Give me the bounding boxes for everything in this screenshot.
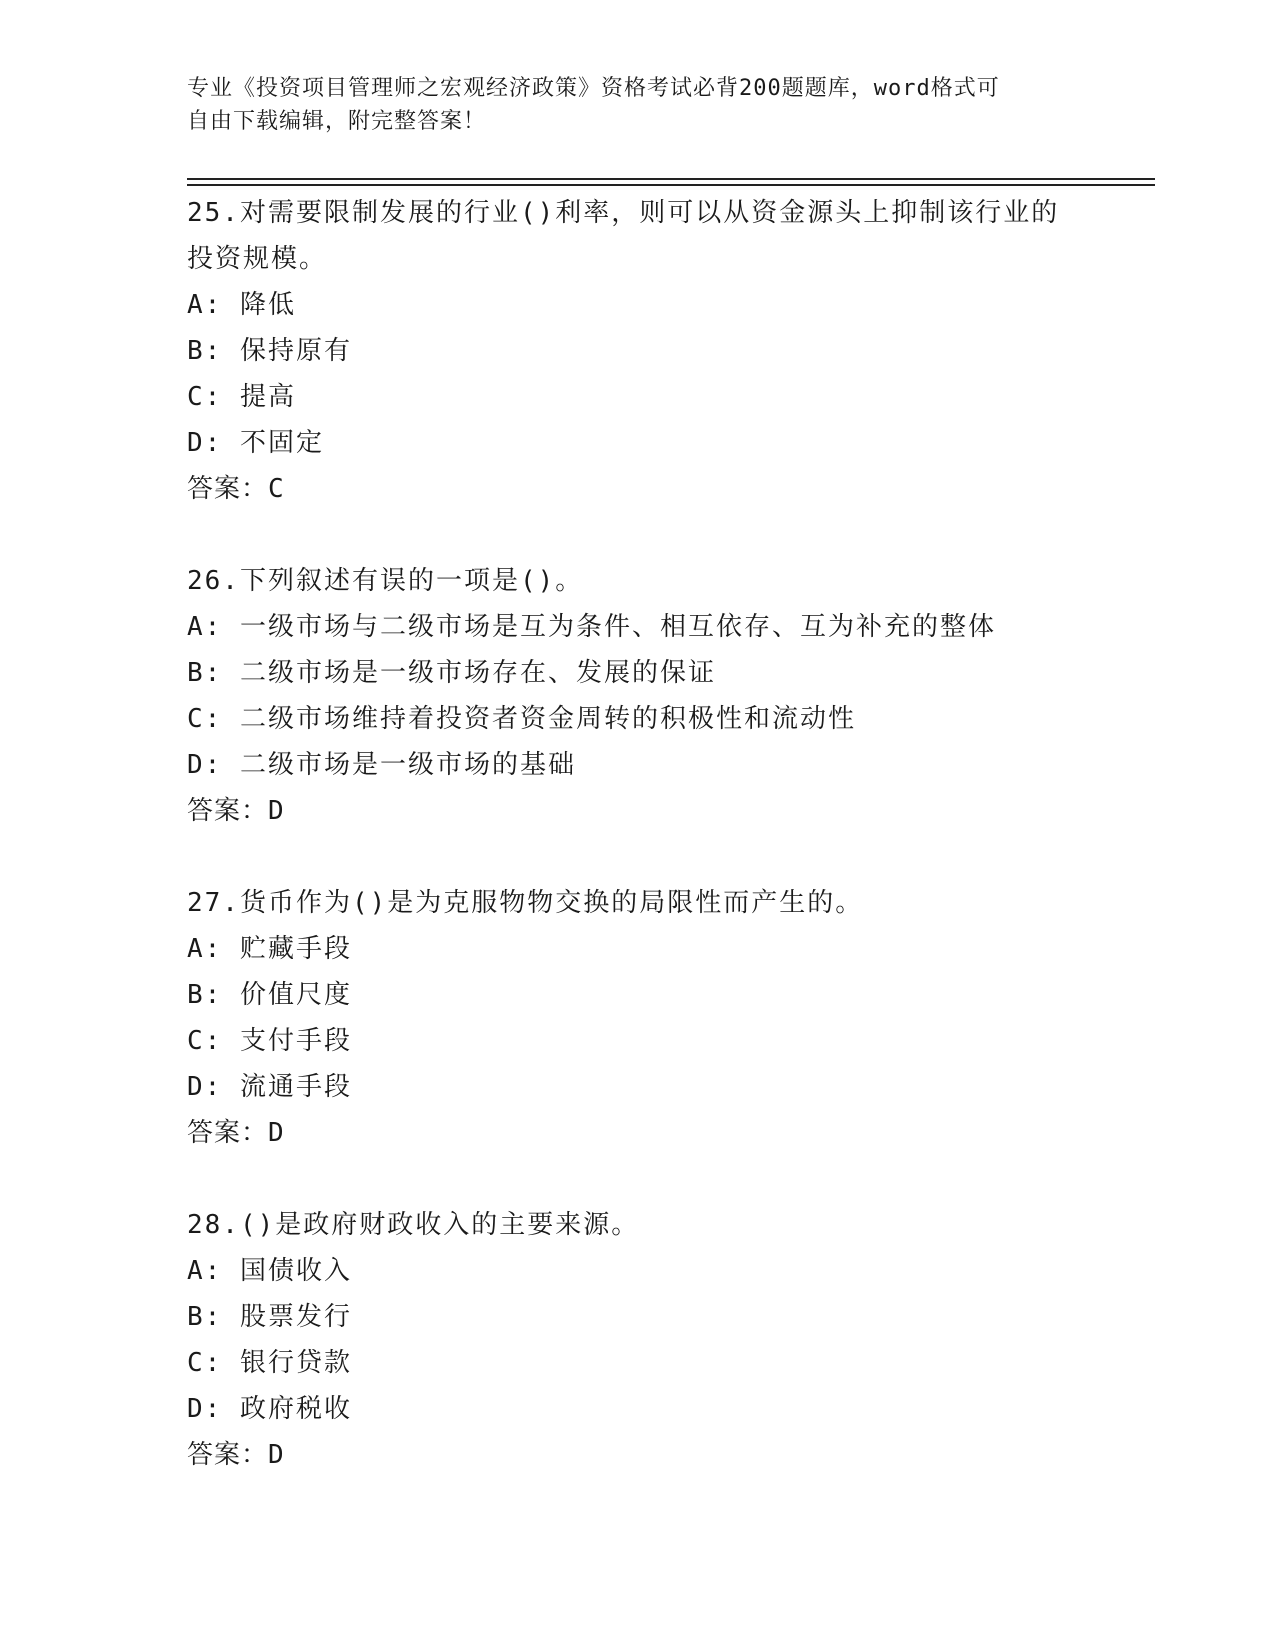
question-stem: 27.货币作为()是为克服物物交换的局限性而产生的。 bbox=[187, 888, 864, 918]
question-25 bbox=[187, 190, 1087, 512]
option-c: C: 支付手段 bbox=[187, 1026, 352, 1056]
answer-label: 答案： bbox=[187, 1118, 269, 1148]
option-c: C: 提高 bbox=[187, 382, 296, 412]
option-a: A: 一级市场与二级市场是互为条件、相互依存、互为补充的整体 bbox=[187, 612, 996, 642]
answer-value: C bbox=[268, 474, 285, 504]
answer-value: D bbox=[268, 796, 285, 826]
option-b: B: 保持原有 bbox=[187, 336, 352, 366]
option-d: D: 不固定 bbox=[187, 428, 324, 458]
question-stem: 25.对需要限制发展的行业()利率，则可以从资金源头上抑制该行业的投资规模。 bbox=[187, 198, 1060, 274]
option-a: A: 降低 bbox=[187, 290, 296, 320]
answer-value: D bbox=[268, 1440, 285, 1470]
header-divider-top bbox=[187, 178, 1155, 180]
option-b: B: 股票发行 bbox=[187, 1302, 352, 1332]
answer-label: 答案： bbox=[187, 1440, 269, 1470]
option-d: D: 流通手段 bbox=[187, 1072, 352, 1102]
option-c: C: 二级市场维持着投资者资金周转的积极性和流动性 bbox=[187, 704, 856, 734]
question-stem: 28.()是政府财政收入的主要来源。 bbox=[187, 1210, 640, 1240]
document-header bbox=[187, 72, 1087, 138]
option-b: B: 价值尺度 bbox=[187, 980, 352, 1010]
header-title-line-1: 专业《投资项目管理师之宏观经济政策》资格考试必背200题题库，word格式可 bbox=[187, 76, 1000, 101]
header-title-line-2: 自由下载编辑，附完整答案！ bbox=[187, 109, 487, 134]
option-d: D: 政府税收 bbox=[187, 1394, 352, 1424]
answer bbox=[187, 788, 1087, 834]
option-a: A: 贮藏手段 bbox=[187, 934, 352, 964]
answer bbox=[187, 1110, 1087, 1156]
question-list bbox=[187, 190, 1087, 1524]
question-27 bbox=[187, 880, 1087, 1156]
option-c: C: 银行贷款 bbox=[187, 1348, 352, 1378]
option-b: B: 二级市场是一级市场存在、发展的保证 bbox=[187, 658, 716, 688]
option-a: A: 国债收入 bbox=[187, 1256, 352, 1286]
answer-value: D bbox=[268, 1118, 285, 1148]
question-26 bbox=[187, 558, 1087, 834]
header-divider-bottom bbox=[187, 184, 1155, 186]
question-28 bbox=[187, 1202, 1087, 1478]
question-stem: 26.下列叙述有误的一项是()。 bbox=[187, 566, 584, 596]
answer-label: 答案： bbox=[187, 474, 269, 504]
answer bbox=[187, 1432, 1087, 1478]
option-d: D: 二级市场是一级市场的基础 bbox=[187, 750, 576, 780]
answer bbox=[187, 466, 1087, 512]
answer-label: 答案： bbox=[187, 796, 269, 826]
